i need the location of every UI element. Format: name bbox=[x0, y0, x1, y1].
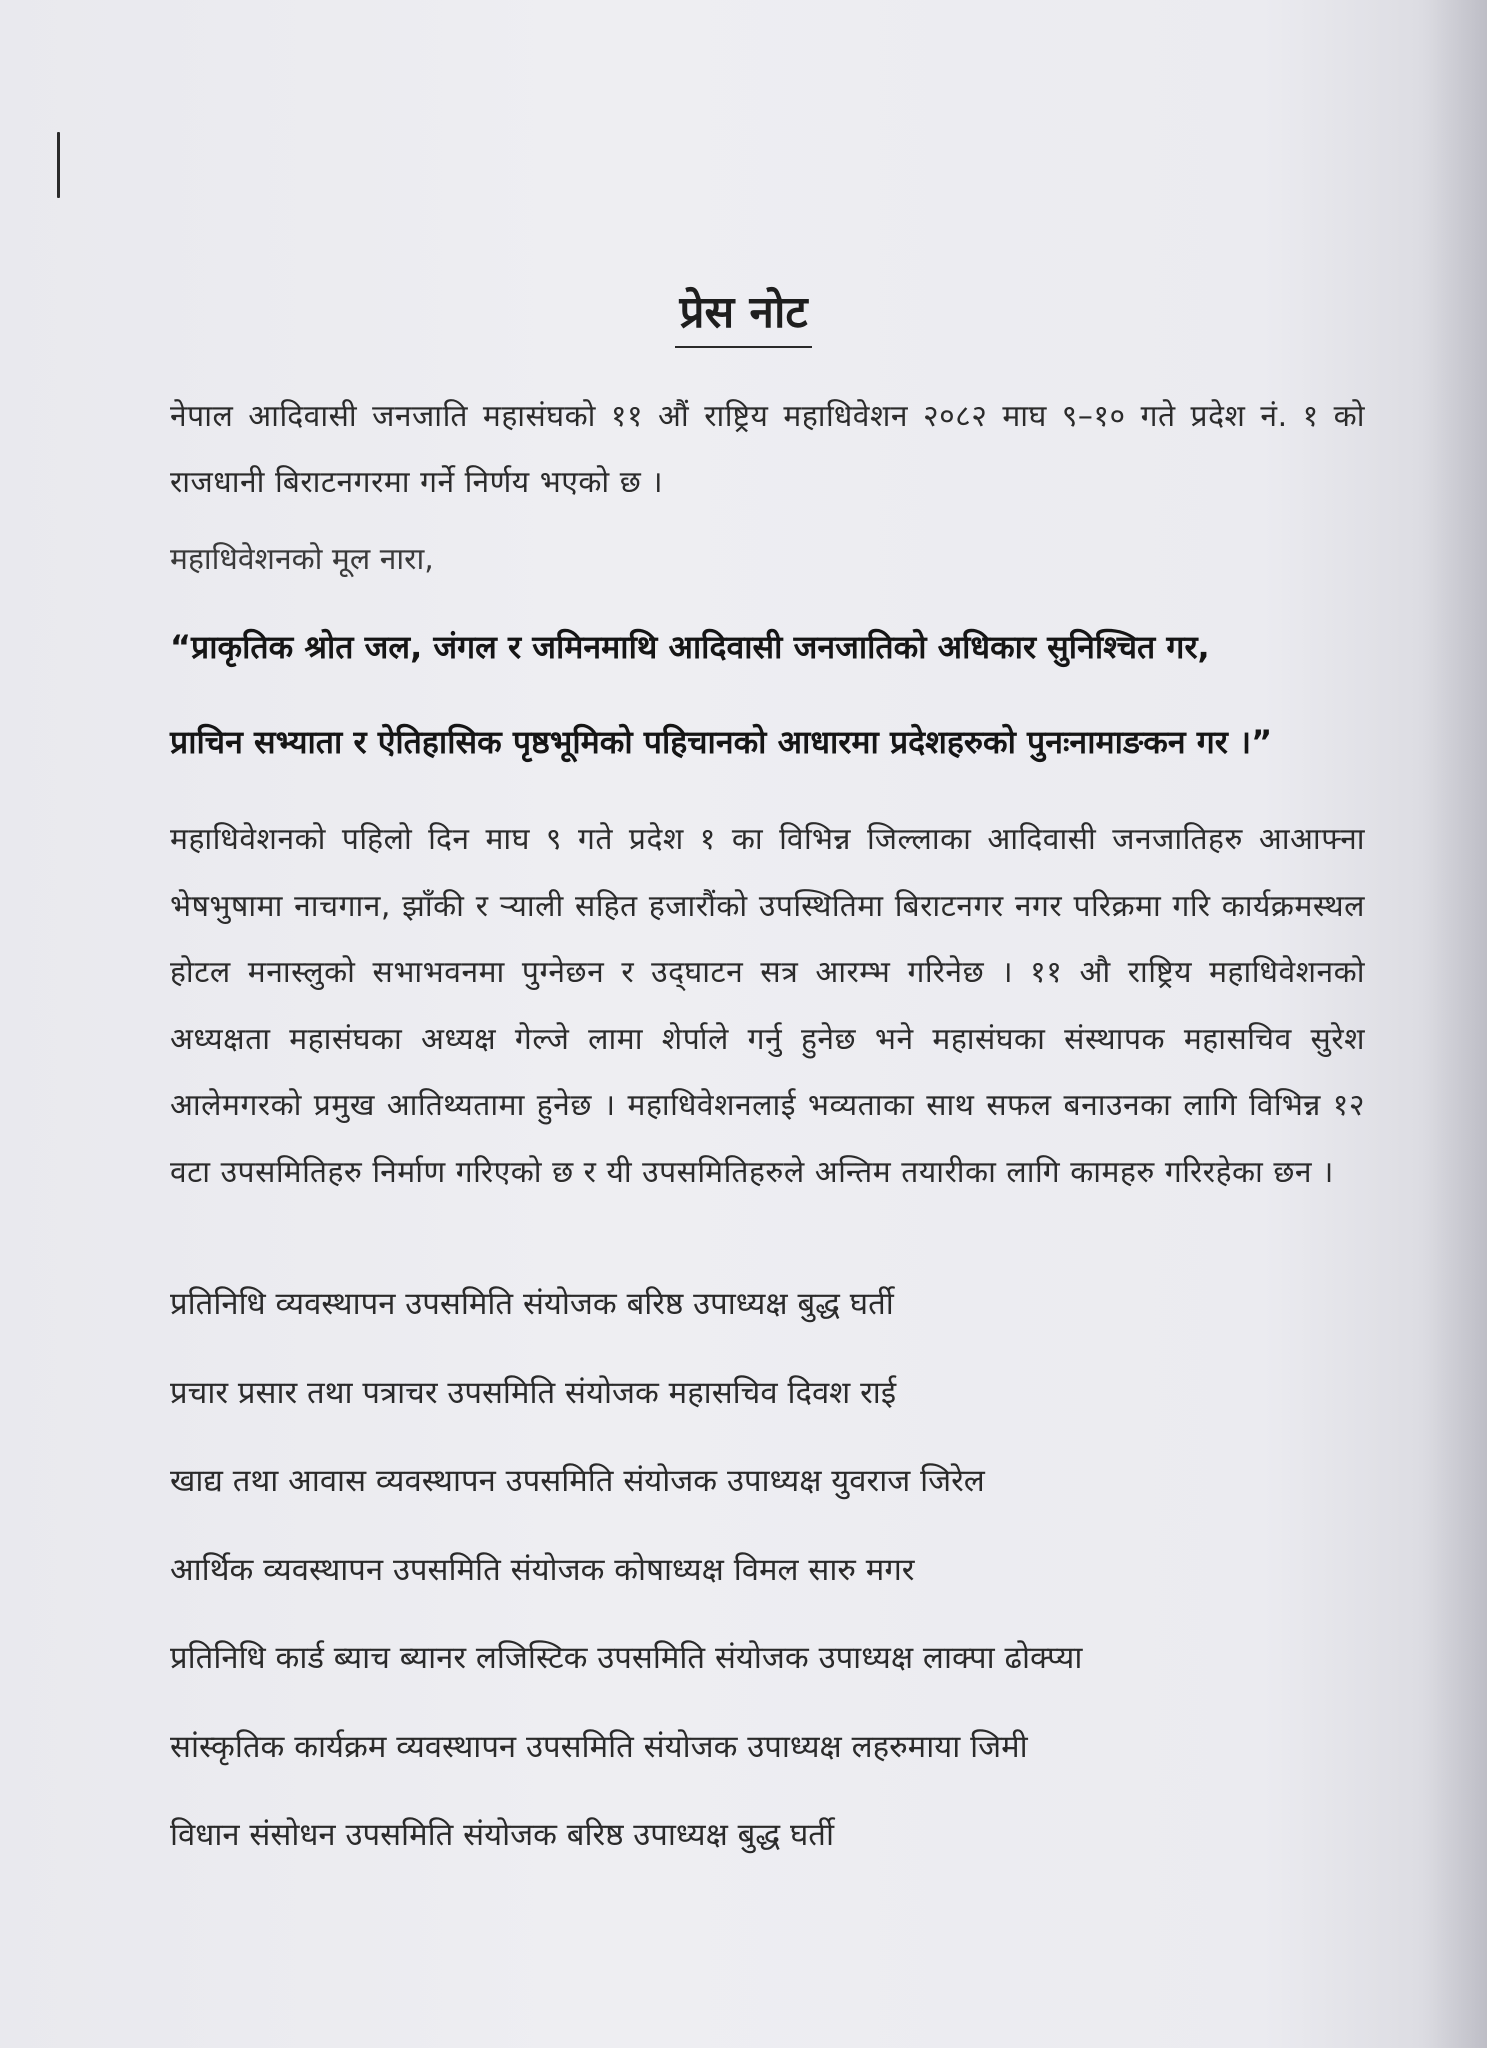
body-paragraph: महाधिवेशनको पहिलो दिन माघ ९ गते प्रदेश १ का विभिन्न जिल्लाका आदिवासी जनजातिहरु आआफ्ना भेषभुषामा नाचगान, झाँकी र र्‍याली सहित हजारौंको उपस्थितिमा बिराटनगर नगर परिक्रमा गरि कार्यक्रमस्थल होटल मनास्लुको सभाभवनमा पुग्नेछन र उद्‌घाटन सत्र आरम्भ गरिनेछ । ११ औ राष्ट्रिय महाधिवेशनको अध्यक्षता महासंघका अध्यक्ष गेल्जे लामा शेर्पाले गर्नु हुनेछ भने महासंघका संस्थापक महासचिव सुरेश आलेमगरको प्रमुख आतिथ्यतामा हुनेछ । महाधिवेशनलाई भव्यताका साथ सफल बनाउनका लागि विभिन्न १२ वटा उपसमितिहरु निर्माण गरिएको छ र यी उपसमितिहरुले अन्तिम तयारीका लागि कामहरु गरिरहेका छन । bbox=[170, 822, 1365, 1190]
committee-list bbox=[170, 1282, 1320, 1902]
margin-pen-mark bbox=[57, 132, 60, 198]
committee-item: प्रतिनिधि कार्ड ब्याच ब्यानर लजिस्टिक उपसमिति संयोजक उपाध्यक्ष लाक्पा ढोक्प्या bbox=[170, 1640, 1083, 1676]
committee-item: खाद्य तथा आवास व्यवस्थापन उपसमिति संयोजक उपाध्यक्ष युवराज जिरेल bbox=[170, 1463, 985, 1499]
press-note-title bbox=[0, 280, 1487, 348]
committee-item: सांस्कृतिक कार्यक्रम व्यवस्थापन उपसमिति संयोजक उपाध्यक्ष लहरुमाया जिमी bbox=[170, 1728, 1028, 1765]
press-note-title-text: प्रेस नोट bbox=[675, 280, 811, 348]
slogan-line-2: प्राचिन सभ्याता र ऐतिहासिक पृष्ठभूमिको पहिचानको आधारमा प्रदेशहरुको पुनःनामाङकन गर ।” bbox=[170, 723, 1273, 761]
slogan-line-1: “प्राकृतिक श्रोत जल, जंगल र जमिनमाथि आदिवासी जनजातिको अधिकार सुनिश्चित गर, bbox=[170, 628, 1210, 666]
slogan-lead: महाधिवेशनको मूल नारा, bbox=[170, 542, 434, 577]
committee-item: प्रतिनिधि व्यवस्थापन उपसमिति संयोजक बरिष्ठ उपाध्यक्ष बुद्ध घर्ती bbox=[170, 1286, 894, 1322]
committee-item: विधान संसोधन उपसमिति संयोजक बरिष्ठ उपाध्यक्ष बुद्ध घर्ती bbox=[170, 1817, 834, 1853]
committee-item: प्रचार प्रसार तथा पत्राचर उपसमिति संयोजक महासचिव दिवश राई bbox=[170, 1374, 897, 1411]
committee-item: आर्थिक व्यवस्थापन उपसमिति संयोजक कोषाध्यक्ष विमल सारु मगर bbox=[170, 1551, 915, 1588]
intro-paragraph: नेपाल आदिवासी जनजाति महासंघको ११ औं राष्ट्रिय महाधिवेशन २०८२ माघ ९–१० गते प्रदेश नं. १ को राजधानी बिराटनगरमा गर्ने निर्णय भएको छ । bbox=[170, 399, 1365, 500]
